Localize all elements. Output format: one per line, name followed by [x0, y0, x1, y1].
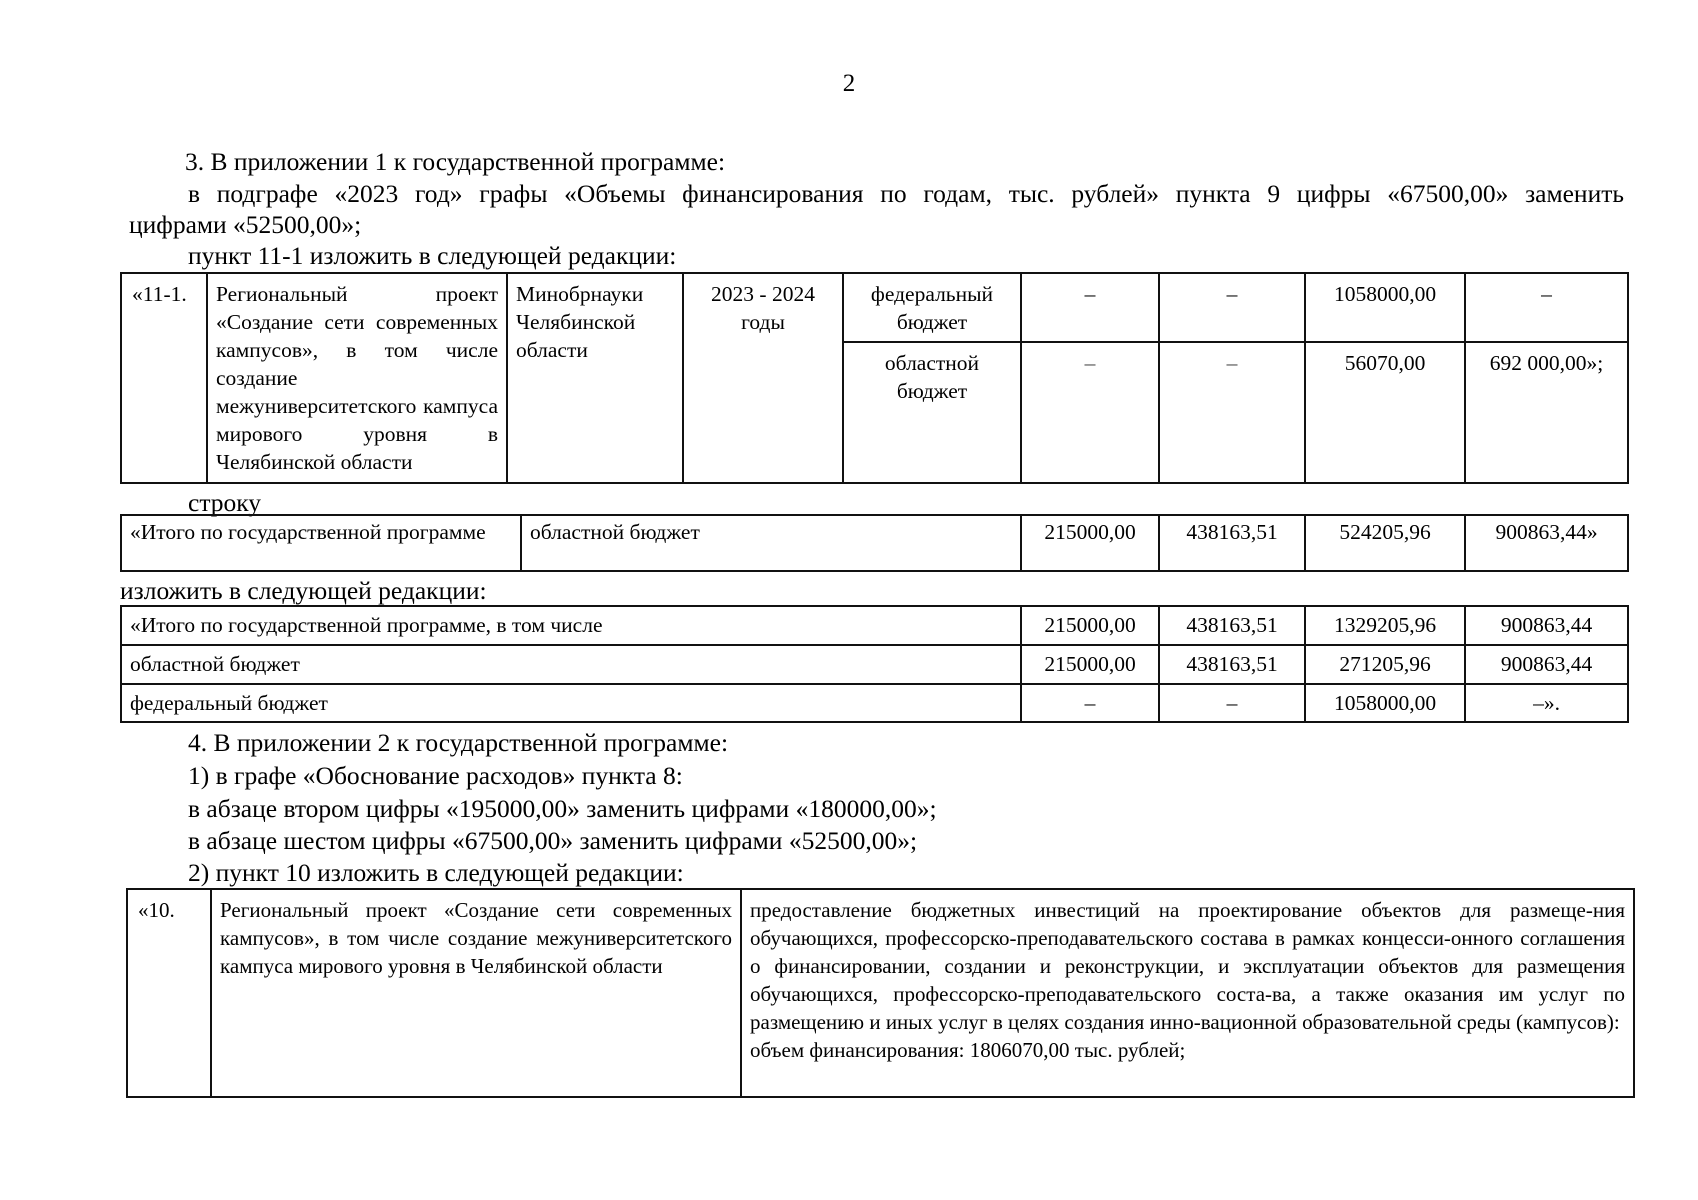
section3-para2: пункт 11-1 изложить в следующей редакции:: [188, 241, 677, 270]
value-cell: 215000,00: [1021, 645, 1159, 684]
value-cell: 692 000,00»;: [1465, 342, 1628, 483]
funding-source: областной бюджет: [521, 515, 1021, 571]
item-name: Региональный проект «Создание сети современных кампусов», в том числе создание межуниверситетского кампуса мирового уровня в Челябинской области: [207, 273, 507, 483]
value-cell: –: [1021, 684, 1159, 722]
value-cell: 900863,44»: [1465, 515, 1628, 571]
izlozhit-label: изложить в следующей редакции:: [120, 576, 487, 605]
item-period: 2023 - 2024 годы: [683, 273, 843, 483]
funding-volume: объем финансирования: 1806070,00 тыс. рублей;: [750, 1038, 1186, 1062]
value-cell: 438163,51: [1159, 645, 1305, 684]
section3-para1-line2: цифрами «52500,00»;: [129, 210, 362, 239]
value-cell: 1058000,00: [1305, 684, 1465, 722]
value-cell: 438163,51: [1159, 515, 1305, 571]
value-cell: 900863,44: [1465, 645, 1628, 684]
item-description: [741, 889, 1634, 1097]
funding-source: федеральный бюджет: [843, 273, 1021, 342]
value-cell: –: [1159, 684, 1305, 722]
value-cell: –: [1159, 273, 1305, 342]
value-cell: 1058000,00: [1305, 273, 1465, 342]
page-number: 2: [842, 70, 856, 97]
value-cell: 1329205,96: [1305, 606, 1465, 645]
item-executor: Минобрнауки Челябинской области: [507, 273, 683, 483]
section3-para1-line1: в подграфе «2023 год» графы «Объемы финансирования по годам, тыс. рублей» пункта 9 цифры «67500,00» заменить: [188, 179, 1624, 208]
value-cell: –: [1021, 342, 1159, 483]
item-name: Региональный проект «Создание сети современных кампусов», в том числе создание межуниверситетского кампуса мирового уровня в Челябинской области: [211, 889, 741, 1097]
value-cell: 524205,96: [1305, 515, 1465, 571]
row-label: областной бюджет: [121, 645, 1021, 684]
value-cell: 438163,51: [1159, 606, 1305, 645]
section4-item2: 2) пункт 10 изложить в следующей редакции:: [188, 858, 684, 887]
value-cell: –: [1021, 273, 1159, 342]
item-number: «10.: [127, 889, 211, 1097]
table-item-10: [126, 888, 1635, 1098]
item-number: «11-1.: [121, 273, 207, 483]
value-cell: 215000,00: [1021, 515, 1159, 571]
value-cell: –».: [1465, 684, 1628, 722]
value-cell: –: [1465, 273, 1628, 342]
value-cell: 56070,00: [1305, 342, 1465, 483]
row-label: федеральный бюджет: [121, 684, 1021, 722]
value-cell: 215000,00: [1021, 606, 1159, 645]
value-cell: –: [1159, 342, 1305, 483]
stroku-label: строку: [188, 488, 262, 517]
section4-item1a: в абзаце втором цифры «195000,00» заменить цифрами «180000,00»;: [188, 794, 937, 823]
funding-source: областной бюджет: [843, 342, 1021, 483]
section3-heading: 3. В приложении 1 к государственной программе:: [185, 147, 726, 176]
table-item-11-1: [120, 272, 1629, 484]
value-cell: 900863,44: [1465, 606, 1628, 645]
section4-item1: 1) в графе «Обоснование расходов» пункта 8:: [188, 761, 683, 790]
section4-heading: 4. В приложении 2 к государственной программе:: [188, 728, 729, 757]
value-cell: 271205,96: [1305, 645, 1465, 684]
description-text: предоставление бюджетных инвестиций на проектирование объектов для размеще-ния обучающихся, профессорско-преподавательского состава в рамках концесси-онного соглашения о финансировании, создании и реконструкции, и эксплуатации объектов для размещения обучающихся, профессорско-преподавательского соста-ва, а также оказания им услуг по размещению и иных услуг в целях создания инно-вационной образовательной среды (кампусов):: [750, 898, 1625, 1034]
section4-item1b: в абзаце шестом цифры «67500,00» заменить цифрами «52500,00»;: [188, 826, 918, 855]
total-label: «Итого по государственной программе, в том числе: [121, 606, 1021, 645]
total-label: «Итого по государственной программе: [121, 515, 521, 571]
table-new-total: [120, 605, 1629, 723]
table-old-total: [120, 514, 1629, 572]
